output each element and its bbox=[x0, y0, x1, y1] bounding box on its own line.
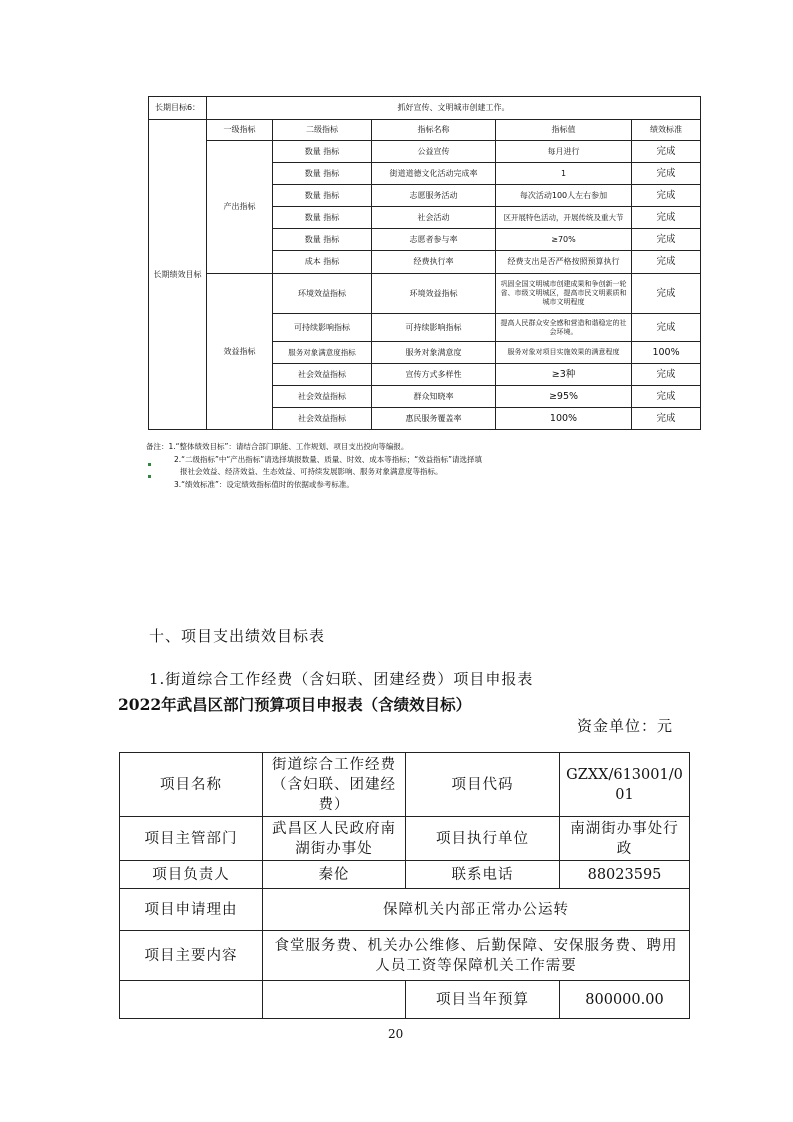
indicator-value: ≥3种 bbox=[496, 364, 632, 386]
level2-indicator: 数量 指标 bbox=[273, 141, 372, 163]
table-notes bbox=[146, 441, 482, 491]
indicator-name: 惠民服务覆盖率 bbox=[372, 408, 496, 430]
leader-value: 秦伦 bbox=[263, 861, 406, 889]
phone-value: 88023595 bbox=[560, 861, 690, 889]
page-number: 20 bbox=[388, 1027, 404, 1041]
indicator-name: 群众知晓率 bbox=[372, 386, 496, 408]
level1-indicator: 效益指标 bbox=[207, 274, 273, 430]
performance-standard: 完成 bbox=[632, 386, 701, 408]
performance-standard: 完成 bbox=[632, 314, 701, 342]
indicator-value: ≥70% bbox=[496, 229, 632, 251]
performance-standard: 完成 bbox=[632, 163, 701, 185]
empty-cell bbox=[120, 981, 263, 1019]
indicator-value: 提高人民群众安全感和营造和谐稳定的社会环境。 bbox=[496, 314, 632, 342]
department-label: 项目主管部门 bbox=[120, 817, 263, 861]
reason-label: 项目申请理由 bbox=[120, 889, 263, 931]
performance-standard: 完成 bbox=[632, 364, 701, 386]
note-line: 报社会效益、经济效益、生态效益、可持续发展影响、服务对象满意度等指标。 bbox=[180, 467, 443, 476]
indicator-name: 街道道德文化活动完成率 bbox=[372, 163, 496, 185]
performance-target-table bbox=[148, 96, 701, 430]
level2-indicator: 社会效益指标 bbox=[273, 408, 372, 430]
project-code-label: 项目代码 bbox=[406, 753, 560, 817]
level2-indicator: 成本 指标 bbox=[273, 251, 372, 274]
level2-indicator: 数量 指标 bbox=[273, 229, 372, 251]
exec-unit-label: 项目执行单位 bbox=[406, 817, 560, 861]
level2-indicator: 社会效益指标 bbox=[273, 364, 372, 386]
indicator-name: 宣传方式多样性 bbox=[372, 364, 496, 386]
cell-marker bbox=[148, 463, 151, 466]
indicator-value: 经费支出是否严格按照预算执行 bbox=[496, 251, 632, 274]
document-title: 2022年武昌区部门预算项目申报表（含绩效目标） bbox=[118, 695, 472, 714]
column-header: 一级指标 bbox=[207, 120, 273, 141]
currency-unit-label: 资金单位：元 bbox=[577, 717, 674, 735]
performance-standard: 100% bbox=[632, 342, 701, 364]
long-term-target-value: 抓好宣传、文明城市创建工作。 bbox=[207, 97, 701, 120]
indicator-value: 服务对象对项目实施效果的满意程度 bbox=[496, 342, 632, 364]
row-group-label: 长期绩效目标 bbox=[149, 120, 207, 430]
level2-indicator: 数量 指标 bbox=[273, 163, 372, 185]
department-value: 武昌区人民政府南湖街办事处 bbox=[263, 817, 406, 861]
performance-standard: 完成 bbox=[632, 229, 701, 251]
indicator-name: 服务对象满意度 bbox=[372, 342, 496, 364]
indicator-name: 环境效益指标 bbox=[372, 274, 496, 314]
cell-marker bbox=[148, 475, 151, 478]
long-term-target-label: 长期目标6： bbox=[149, 97, 207, 120]
column-header: 指标名称 bbox=[372, 120, 496, 141]
performance-standard: 完成 bbox=[632, 408, 701, 430]
indicator-name: 志愿者参与率 bbox=[372, 229, 496, 251]
section-heading: 十、项目支出绩效目标表 bbox=[149, 627, 326, 645]
indicator-value: 每月进行 bbox=[496, 141, 632, 163]
performance-standard: 完成 bbox=[632, 141, 701, 163]
indicator-value: 100% bbox=[496, 408, 632, 430]
phone-label: 联系电话 bbox=[406, 861, 560, 889]
indicator-name: 志愿服务活动 bbox=[372, 185, 496, 207]
reason-value: 保障机关内部正常办公运转 bbox=[263, 889, 690, 931]
indicator-value: ≥95% bbox=[496, 386, 632, 408]
performance-standard: 完成 bbox=[632, 251, 701, 274]
level2-indicator: 数量 指标 bbox=[273, 207, 372, 229]
column-header: 指标值 bbox=[496, 120, 632, 141]
indicator-name: 经费执行率 bbox=[372, 251, 496, 274]
note-line: 备注：1.“整体绩效目标”：请结合部门职能、工作规划、项目支出投向等编报。 bbox=[146, 442, 409, 451]
level2-indicator: 数量 指标 bbox=[273, 185, 372, 207]
level2-indicator: 环境效益指标 bbox=[273, 274, 372, 314]
column-header: 绩效标准 bbox=[632, 120, 701, 141]
budget-label: 项目当年预算 bbox=[406, 981, 560, 1019]
project-name-value: 街道综合工作经费（含妇联、团建经费） bbox=[263, 753, 406, 817]
budget-value: 800000.00 bbox=[560, 981, 690, 1019]
level1-indicator: 产出指标 bbox=[207, 141, 273, 274]
note-line: 2.“二级指标”中“产出指标”请选择填报数量、质量、时效、成本等指标；“效益指标”请选择填 bbox=[174, 454, 482, 464]
indicator-value: 巩固全国文明城市创建成果和争创新一轮省、市级文明城区，提高市民文明素质和城市文明程度 bbox=[496, 274, 632, 314]
performance-standard: 完成 bbox=[632, 274, 701, 314]
indicator-name: 社会活动 bbox=[372, 207, 496, 229]
leader-label: 项目负责人 bbox=[120, 861, 263, 889]
note-line: 3.“绩效标准”：设定绩效指标值时的依据或参考标准。 bbox=[174, 479, 354, 489]
level2-indicator: 社会效益指标 bbox=[273, 386, 372, 408]
project-code-value: GZXX/613001/001 bbox=[560, 753, 690, 817]
subsection-heading: 1.街道综合工作经费（含妇联、团建经费）项目申报表 bbox=[149, 670, 534, 688]
exec-unit-value: 南湖街办事处行政 bbox=[560, 817, 690, 861]
performance-standard: 完成 bbox=[632, 185, 701, 207]
level2-indicator: 可持续影响指标 bbox=[273, 314, 372, 342]
indicator-name: 公益宣传 bbox=[372, 141, 496, 163]
column-header: 二级指标 bbox=[273, 120, 372, 141]
performance-standard: 完成 bbox=[632, 207, 701, 229]
empty-cell bbox=[263, 981, 406, 1019]
content-value: 食堂服务费、机关办公维修、后勤保障、安保服务费、聘用人员工资等保障机关工作需要 bbox=[263, 931, 690, 981]
indicator-value: 1 bbox=[496, 163, 632, 185]
indicator-value: 区开展特色活动，开展传统及重大节 bbox=[496, 207, 632, 229]
level2-indicator: 服务对象满意度指标 bbox=[273, 342, 372, 364]
project-name-label: 项目名称 bbox=[120, 753, 263, 817]
indicator-value: 每次活动100人左右参加 bbox=[496, 185, 632, 207]
project-application-table bbox=[119, 752, 690, 1019]
content-label: 项目主要内容 bbox=[120, 931, 263, 981]
indicator-name: 可持续影响指标 bbox=[372, 314, 496, 342]
